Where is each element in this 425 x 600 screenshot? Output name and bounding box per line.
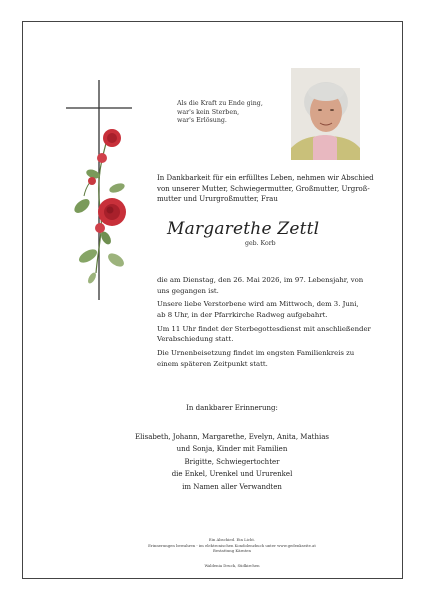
footer xyxy=(100,537,364,554)
poem-line: Als die Kraft zu Ende ging, xyxy=(177,100,263,107)
paragraph-line: die am Dienstag, den 26. Mai 2026, im 97. Lebensjahr, von xyxy=(157,276,364,284)
paragraph-line: Die Urnenbeisetzung findet im engsten Familienkreis zu xyxy=(157,349,355,358)
footer-tagline: Ein Abschied. Ein Licht. xyxy=(208,537,256,542)
paragraph-line: ab 8 Uhr, in der Pfarrkirche Radweg aufgebahrt. xyxy=(157,310,328,319)
poem xyxy=(177,100,263,126)
paragraph xyxy=(157,324,387,345)
paragraph-line: einem späteren Zeitpunkt statt. xyxy=(157,359,268,368)
family-line: im Namen aller Verwandten xyxy=(182,482,282,491)
paragraph xyxy=(157,299,387,320)
paragraph-line: Um 11 Uhr findet der Sterbegottesdienst mit anschließender xyxy=(157,324,371,333)
portrait-photo xyxy=(291,68,360,160)
paragraph-line: Verabschiedung statt. xyxy=(157,335,234,344)
intro-line: von unserer Mutter, Schwiegermutter, Großmutter, Urgroß- xyxy=(157,184,370,193)
paragraph-line: Unsere liebe Verstorbene wird am Mittwoch, dem 3. Juni, xyxy=(157,300,359,309)
poem-line: war's Erlösung. xyxy=(177,117,227,125)
closing-text: In dankbarer Erinnerung: xyxy=(186,404,278,412)
family-line: Brigitte, Schwiegertochter xyxy=(184,457,280,466)
paragraph xyxy=(157,275,387,296)
maiden-name: geb. Korb xyxy=(245,240,276,247)
poem-line: war's kein Sterben, xyxy=(177,108,240,116)
paragraph xyxy=(157,348,387,369)
intro-line: In Dankbarkeit für ein erfülltes Leben, nehmen wir Abschied xyxy=(157,174,374,182)
cross-with-roses-illustration xyxy=(62,78,147,303)
footer-condolence-note: Erinnerungen bewahren - im elektronischen Kondolenzbuch unter www.gedenkseite.at xyxy=(148,542,316,548)
deceased-name: Margarethe Zettl xyxy=(167,219,320,239)
announcement-body xyxy=(157,275,387,373)
printer-text: Waldenia Druck, Südkirchen xyxy=(204,563,260,568)
paragraph-line: uns gegangen ist. xyxy=(157,286,219,295)
closing-line xyxy=(100,402,364,414)
intro-text xyxy=(157,173,382,205)
family-line: die Enkel, Urenkel und Ururenkel xyxy=(171,470,293,479)
intro-line: mutter und Ururgroßmutter, Frau xyxy=(157,195,278,204)
portrait-image xyxy=(291,68,360,160)
footer-printer xyxy=(100,563,364,569)
family-line: Elisabeth, Johann, Margarethe, Evelyn, Anita, Mathias xyxy=(135,433,329,441)
family-line: und Sonja, Kinder mit Familien xyxy=(176,445,288,454)
family-signature xyxy=(100,431,364,493)
footer-undertaker: Bestattung Kärnten xyxy=(213,548,251,554)
